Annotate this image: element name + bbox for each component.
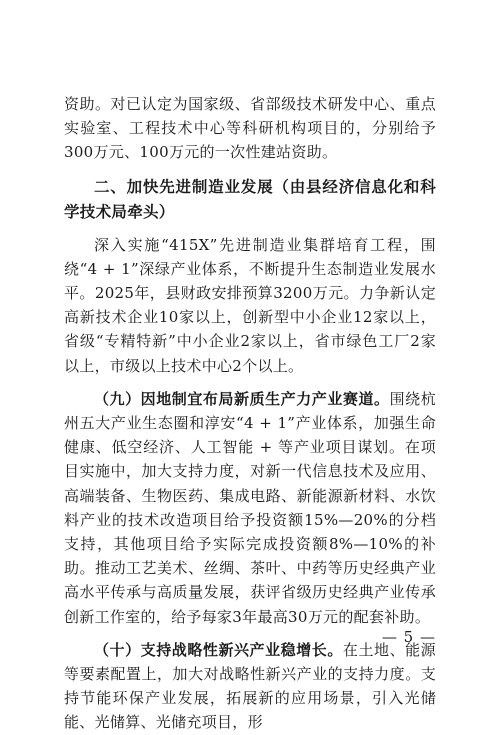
paragraph-item-10 <box>64 638 436 735</box>
item-9-title: （九）因地制宜布局新质生产力产业赛道。 <box>94 389 390 408</box>
paragraph-overview: 深入实施“415X”先进制造业集群培育工程，围绕“4 + 1”深绿产业体系，不断提升生态制造业发展水平。2025年，县财政安排预算3200万元。力争新认定高新技术企业10家以上，创新型中小企业12家以上，省级“专精特新”中小企业2家以上，省市绿色工厂2家以上，市级以上技术中心2个以上。 <box>64 235 436 375</box>
document-body <box>64 92 436 735</box>
page-number: — 5 — <box>381 628 436 646</box>
item-10-body: 在土地、能源等要素配置上，加大对战略性新兴产业的支持力度。支持节能环保产业发展，拓展新的应用场景，引入光储能、光储算、光储充项目，形 <box>64 640 436 732</box>
item-10-title: （十）支持战略性新兴产业稳增长。 <box>94 640 343 659</box>
item-9-body: 围绕杭州五大产业生态圈和淳安“4 + 1”产业体系，加强生命健康、低空经济、人工智能 + 等产业项目谋划。在项目实施中，加大支持力度，对新一代信息技术及应用、高端装备、生物医药、集成电路、新能源新材料、水饮料产业的技术改造项目给予投资额15%—20%的分档支持，其他项目给予实际完成投资额8%—10%的补助。推动工艺美术、丝绸、茶叶、中药等历史经典产业高水平传承与高质量发展，获评省级历史经典产业传承创新工作室的，给予每家3年最高30万元的配套补助。 <box>64 389 437 626</box>
spacer <box>64 629 436 638</box>
section-heading: 二、加快先进制造业发展（由县经济信息化和科学技术局牵头） <box>64 177 436 221</box>
spacer <box>64 165 436 174</box>
paragraph-item-9 <box>64 387 436 629</box>
spacer <box>64 378 436 387</box>
paragraph-continuation: 资助。对已认定为国家级、省部级技术研发中心、重点实验室、工程技术中心等科研机构项目的，分别给予300万元、100万元的一次性建站资助。 <box>64 95 436 162</box>
